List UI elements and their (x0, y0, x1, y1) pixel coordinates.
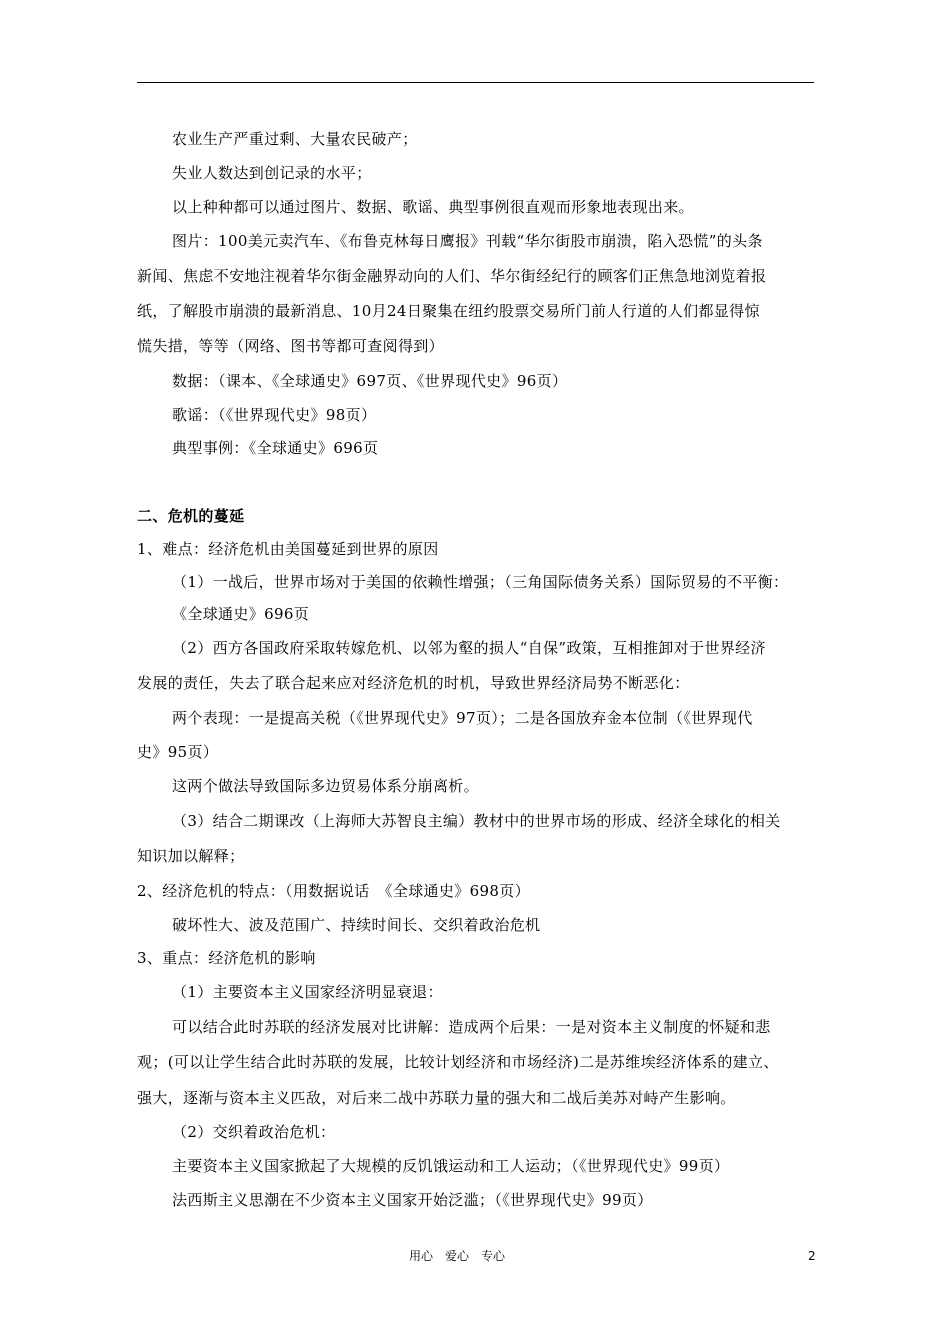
page-number: 2 (808, 1249, 816, 1263)
paragraph-line: 农业生产严重过剩、大量农民破产； (172, 130, 418, 148)
paragraph-line: 新闻、焦虑不安地注视着华尔街金融界动向的人们、华尔街经纪行的顾客们正焦急地浏览着报 (137, 267, 767, 285)
paragraph-line: 发展的责任，失去了联合起来应对经济危机的时机，导致世界经济局势不断恶化： (137, 674, 690, 692)
section-heading: 二、危机的蔓延 (137, 507, 245, 525)
header-rule (137, 82, 814, 83)
paragraph-line: 法西斯主义思潮在不少资本主义国家开始泛滥；（《世界现代史》99页） (172, 1191, 653, 1209)
paragraph-line: 观；(可以让学生结合此时苏联的发展，比较计划经济和市场经济)二是苏维埃经济体系的建立、 (137, 1053, 779, 1071)
paragraph-line: 这两个做法导致国际多边贸易体系分崩离析。 (172, 777, 480, 795)
paragraph-line: （1）主要资本主义国家经济明显衰退： (172, 983, 443, 1001)
paragraph-line: 典型事例：《全球通史》696页 (172, 439, 379, 457)
paragraph-line: 《全球通史》696页 (172, 605, 310, 623)
paragraph-line: （2）交织着政治危机： (172, 1123, 336, 1141)
paragraph-line: （1）一战后，世界市场对于美国的依赖性增强；（三角国际债务关系）国际贸易的不平衡： (172, 573, 789, 591)
paragraph-line: （3）结合二期课改（上海师大苏智良主编）教材中的世界市场的形成、经济全球化的相关 (172, 812, 781, 830)
paragraph-line: 可以结合此时苏联的经济发展对比讲解：造成两个后果：一是对资本主义制度的怀疑和悲 (172, 1018, 771, 1036)
paragraph-line: 1、难点：经济危机由美国蔓延到世界的原因 (137, 540, 439, 558)
paragraph-line: 主要资本主义国家掀起了大规模的反饥饿运动和工人运动；（《世界现代史》99页） (172, 1157, 730, 1175)
paragraph-line: 2、经济危机的特点：（用数据说话 《全球通史》698页） (137, 882, 530, 900)
paragraph-line: 失业人数达到创记录的水平； (172, 164, 372, 182)
paragraph-line: 强大，逐渐与资本主义匹敌，对后来二战中苏联力量的强大和二战后美苏对峙产生影响。 (137, 1089, 736, 1107)
paragraph-line: 破坏性大、波及范围广、持续时间长、交织着政治危机 (172, 916, 541, 934)
paragraph-line: 数据：（课本、《全球通史》697页、《世界现代史》96页） (172, 372, 568, 390)
paragraph-line: 以上种种都可以通过图片、数据、歌谣、典型事例很直观而形象地表现出来。 (172, 198, 694, 216)
paragraph-line: 纸，了解股市崩溃的最新消息、10月24日聚集在纽约股票交易所门前人行道的人们都显得惊 (137, 302, 760, 320)
paragraph-line: 3、重点：经济危机的影响 (137, 949, 316, 967)
paragraph-line: （2）西方各国政府采取转嫁危机、以邻为壑的损人“自保”政策，互相推卸对于世界经济 (172, 639, 766, 657)
paragraph-line: 歌谣：（《世界现代史》98页） (172, 406, 377, 424)
paragraph-line: 两个表现：一是提高关税（《世界现代史》97页）；二是各国放弃金本位制（《世界现代 (172, 709, 753, 727)
paragraph-line: 史》95页） (137, 743, 219, 761)
footer-motto: 用心 爱心 专心 (409, 1249, 506, 1263)
paragraph-line: 知识加以解释； (137, 847, 245, 865)
paragraph-line: 图片：100美元卖汽车、《布鲁克林每日鹰报》刊载“华尔街股市崩溃，陷入恐慌”的头条 (172, 232, 763, 250)
paragraph-line: 慌失措，等等（网络、图书等都可查阅得到） (137, 337, 445, 355)
